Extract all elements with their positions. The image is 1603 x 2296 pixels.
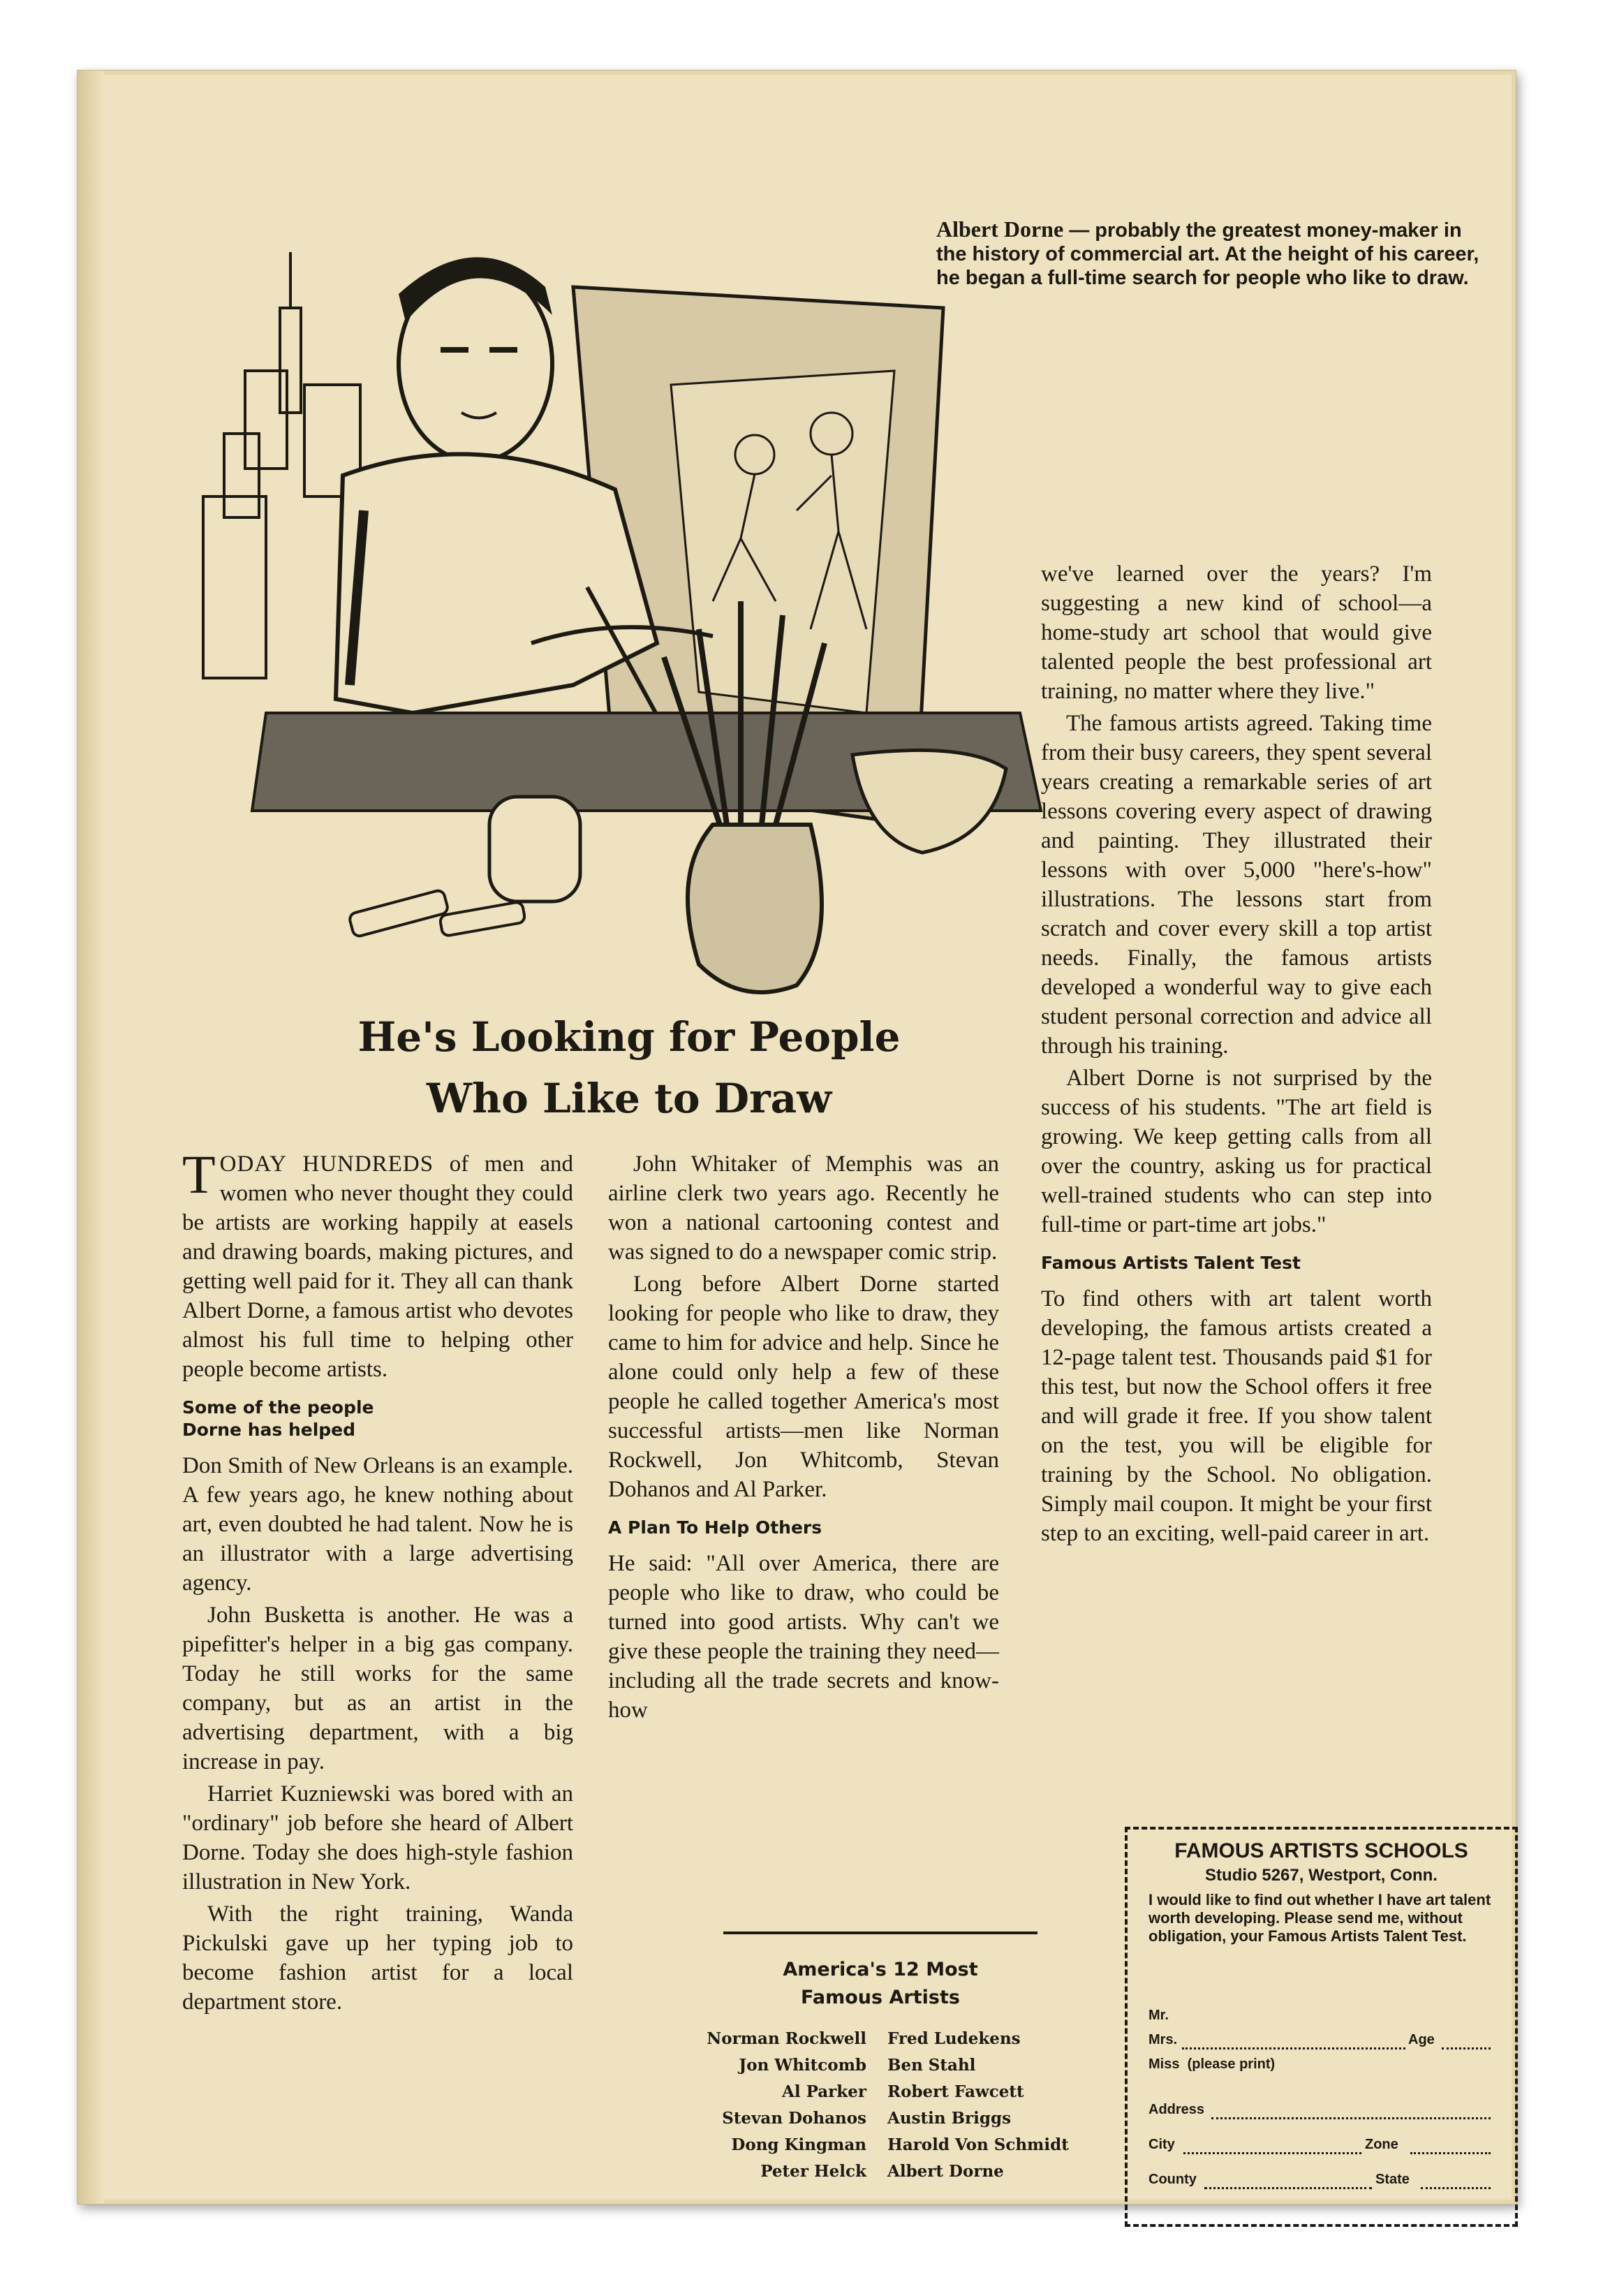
artist-name: Jon Whitcomb xyxy=(739,2056,866,2075)
subhead-line1: Some of the people xyxy=(182,1397,374,1418)
coupon-body: I would like to find out whether I have art talent worth developing. Please send me, without obligation, your Famous Artists Talent Test. xyxy=(1148,1891,1491,1945)
artist-name: Dong Kingman xyxy=(731,2135,866,2154)
artist-name: Al Parker xyxy=(782,2082,866,2101)
col1-paragraph-4: Harriet Kuzniewski was bored with an "ordinary" job before she heard of Albert Dorne. Today she does high-style fashion illustration in New York. xyxy=(182,1781,573,1894)
coupon-title: FAMOUS ARTISTS SCHOOLS xyxy=(1174,1839,1468,1862)
lead-caps: ODAY HUNDREDS xyxy=(219,1151,434,1177)
col3-paragraph-3: Albert Dorne is not surprised by the success of his students. "The art field is growing. We keep getting calls from all over the country, asking us for practical well-trained students who can step into full-time or part-time art jobs." xyxy=(1041,1066,1432,1237)
col1-paragraph-2: Don Smith of New Orleans is an example. A few years ago, he knew nothing about art, even doubted he had talent. Now he is an illustrator with a large advertising agency. xyxy=(182,1453,573,1596)
headline-line2: Who Like to Draw xyxy=(426,1075,832,1122)
col1-paragraph-1 xyxy=(182,1144,573,1384)
age-label: Age xyxy=(1408,2032,1435,2047)
col3-paragraph-2: The famous artists agreed. Taking time from their busy careers, they spent several years creating a remarkable series of art lessons covering every aspect of drawing and painting. They illustrated their lessons with over 5,000 "here's-how" illustrations. The lessons start from scratch and cover every skill a top artist needs. Finally, the famous artists developed a wonderful way to give each student personal correction and advice all through his training. xyxy=(1041,711,1432,1059)
divider-rule xyxy=(723,1931,1037,1934)
artist-name: Fred Ludekens xyxy=(887,2029,1021,2048)
subhead-line2: Dorne has helped xyxy=(182,1420,356,1440)
zone-field[interactable] xyxy=(1410,2152,1491,2154)
state-label: State xyxy=(1375,2172,1410,2187)
artist-name: Robert Fawcett xyxy=(887,2082,1024,2101)
col2-paragraph-3: He said: "All over America, there are people who like to draw, who could be turned into good artists. Why can't we give these people the training they need—including all the trade secrets and know-how xyxy=(608,1551,999,1723)
illustration-caption xyxy=(936,217,1481,290)
column-1 xyxy=(182,1144,573,2019)
artist-name: Ben Stahl xyxy=(887,2056,976,2075)
subhead-talent-test: Famous Artists Talent Test xyxy=(1041,1253,1301,1273)
caption-name: Albert Dorne xyxy=(936,216,1064,242)
headline-line1: He's Looking for People xyxy=(357,1013,901,1061)
artist-name: Albert Dorne xyxy=(887,2162,1004,2181)
column-2 xyxy=(608,1149,999,1728)
mail-coupon xyxy=(1125,1827,1518,2227)
miss-text: Miss xyxy=(1148,2056,1180,2072)
print-note: (please print) xyxy=(1187,2056,1276,2072)
col1-p1-text: of men and women who never thought they could be artists are working happily at easels and drawing boards, making pictures, and getting well paid for it. They all can thank Albert Dorne, a famous artist who devotes almost his full time to helping other people become artists. xyxy=(182,1151,573,1382)
subhead-plan: A Plan To Help Others xyxy=(608,1517,822,1538)
name-field[interactable] xyxy=(1182,2047,1405,2050)
col3-paragraph-4: To find others with art talent worth developing, the famous artists created a 12-page talent test. Thousands paid $1 for this test, but now the School offers it free and will grade it free. If you show talent on the test, you will be eligible for training by the School. No obligation. Simply mail coupon. It might be your first step to an exciting, well-paid career in art. xyxy=(1041,1286,1432,1546)
col1-paragraph-5: With the right training, Wanda Pickulski gave up her typing job to become fashion artist for a local department store. xyxy=(182,1901,573,2015)
county-field[interactable] xyxy=(1204,2187,1372,2189)
coupon-studio: Studio 5267, Westport, Conn. xyxy=(1205,1866,1438,1885)
city-field[interactable] xyxy=(1183,2152,1361,2154)
artist-name: Norman Rockwell xyxy=(707,2029,866,2048)
artist-name: Peter Helck xyxy=(760,2162,866,2181)
column-3 xyxy=(1041,559,1432,1551)
address-label: Address xyxy=(1148,2102,1205,2117)
headline xyxy=(217,1006,1041,1129)
famous-title-line1: America's 12 Most xyxy=(783,1959,978,1980)
drop-cap: T xyxy=(182,1144,216,1205)
caption-text: — probably the greatest money-maker in the history of commercial art. At the height of his career, he began a full-time search for people who like to draw. xyxy=(936,219,1479,289)
col3-paragraph-1: we've learned over the years? I'm suggesting a new kind of school—a home-study art school that would give talented people the best professional art training, no matter where they live." xyxy=(1041,561,1432,704)
city-label: City xyxy=(1148,2137,1175,2152)
age-field[interactable] xyxy=(1442,2047,1491,2050)
col2-paragraph-1: John Whitaker of Memphis was an airline clerk two years ago. Recently he won a national cartooning contest and was signed to do a newspaper comic strip. xyxy=(608,1151,999,1265)
county-label: County xyxy=(1148,2172,1197,2187)
zone-label: Zone xyxy=(1365,2137,1398,2152)
albert-dorne-illustration xyxy=(182,210,1104,1027)
mrs-label: Mrs. xyxy=(1148,2032,1178,2047)
col1-paragraph-3: John Busketta is another. He was a pipefitter's helper in a big gas company. Today he still works for the same company, but as an artist in the advertising department, with a big increase in pay. xyxy=(182,1603,573,1774)
mr-label: Mr. xyxy=(1148,2008,1169,2023)
col2-paragraph-2: Long before Albert Dorne started looking for people who like to draw, they came to him for advice and help. Since he alone could only help a few of these people he called together America's most successful artists—men like Norman Rockwell, Jon Whitcomb, Stevan Dohanos and Al Parker. xyxy=(608,1272,999,1502)
address-field[interactable] xyxy=(1211,2117,1491,2119)
state-field[interactable] xyxy=(1421,2187,1491,2189)
artist-name: Harold Von Schmidt xyxy=(887,2135,1069,2154)
miss-label xyxy=(1148,2056,1275,2073)
magazine-page xyxy=(77,70,1516,2205)
subhead-dorne-helped xyxy=(182,1397,573,1441)
famous-title-line2: Famous Artists xyxy=(801,1987,960,2008)
famous-artists-title xyxy=(685,1956,1076,2012)
artist-name: Stevan Dohanos xyxy=(722,2109,866,2128)
artist-name: Austin Briggs xyxy=(887,2109,1012,2128)
